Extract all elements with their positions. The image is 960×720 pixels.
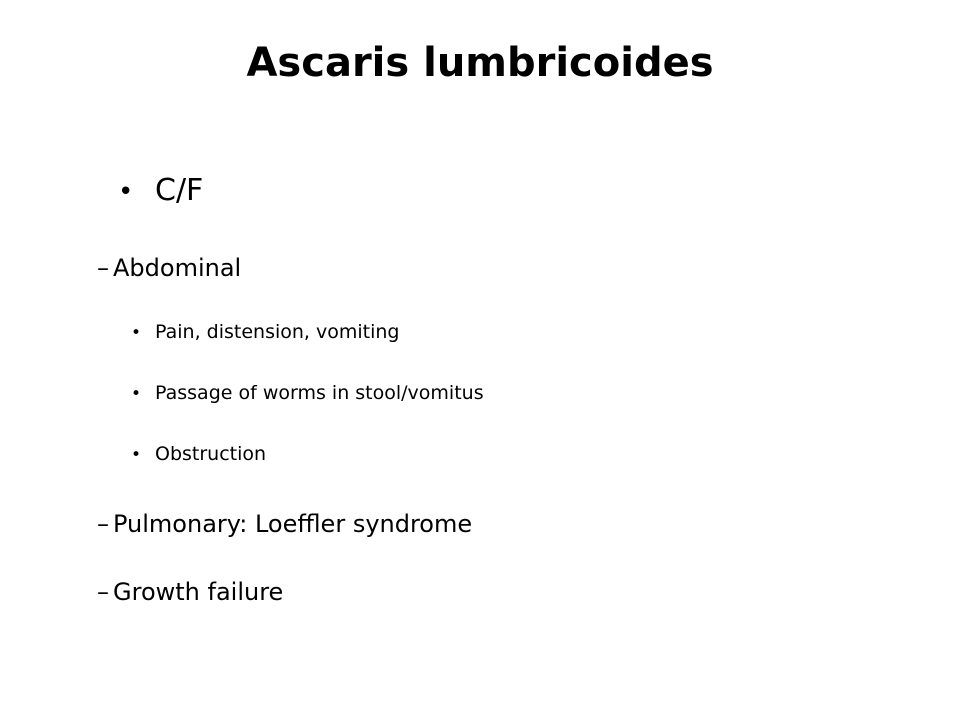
- sub-item-label: Abdominal: [113, 254, 242, 282]
- bullet-label: C/F: [155, 173, 204, 208]
- dash-icon: –: [97, 578, 109, 606]
- bullet-icon: •: [118, 177, 134, 207]
- sub-sub-item-label: Passage of worms in stool/vomitus: [155, 382, 484, 404]
- sub-sub-item-label: Pain, distension, vomiting: [155, 321, 400, 343]
- dash-icon: –: [97, 510, 109, 538]
- sub-item-label: Pulmonary: Loeffler syndrome: [113, 510, 473, 538]
- slide-title: Ascaris lumbricoides: [246, 40, 714, 86]
- sub-item-label: Growth failure: [113, 578, 284, 606]
- sub-sub-item-label: Obstruction: [155, 443, 267, 465]
- bullet-icon: •: [131, 384, 142, 404]
- bullet-icon: •: [131, 323, 142, 343]
- bullet-icon: •: [131, 445, 142, 465]
- dash-icon: –: [97, 254, 109, 282]
